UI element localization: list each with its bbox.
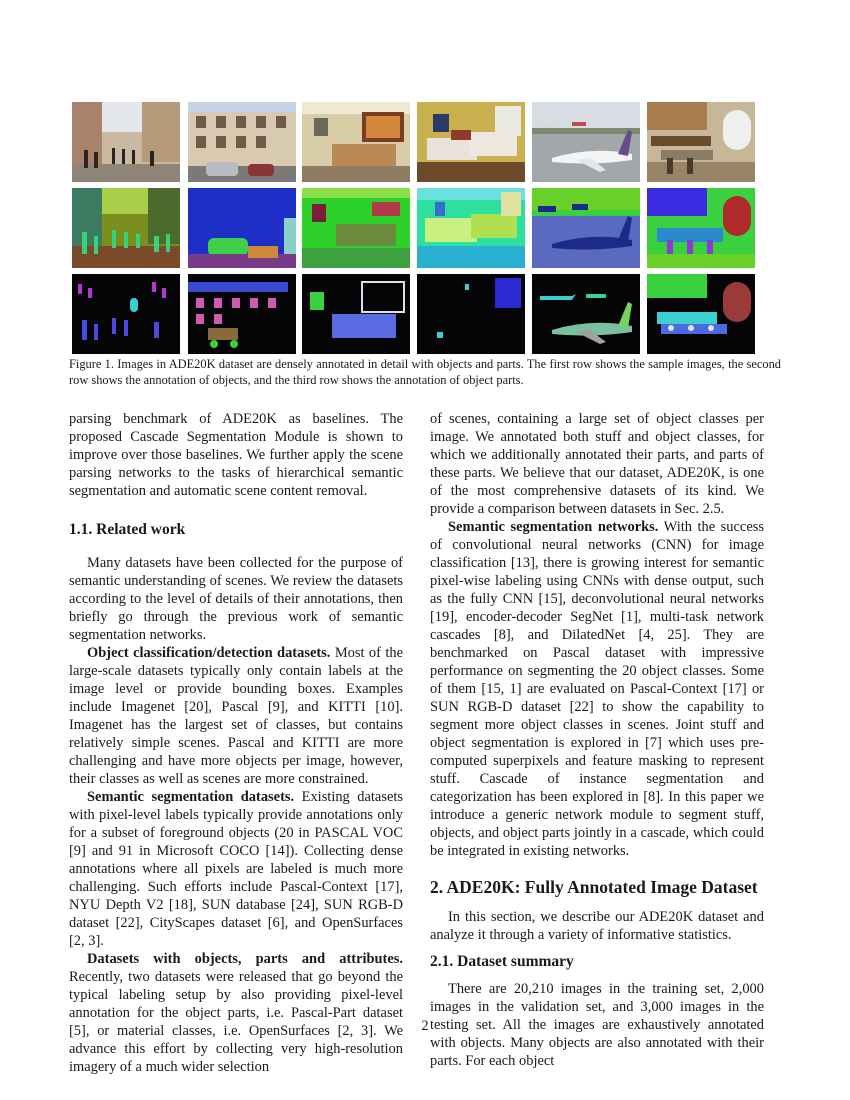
section-2-paragraph: In this section, we describe our ADE20K dataset and analyze it through a variety of informative statistics. [430, 909, 764, 943]
semantic-datasets-text: Existing datasets with pixel-level labels typically provide annotations only for a subset of foreground objects (20 in PASCAL VOC [9] and 91 in Microsoft COCO [14]). Collecting dense annotations where all pixels are labeled is much more challenging. Such efforts include Pascal-Context [17], NYU Depth V2 [18], SUN database [24], SUN RGB-D dataset [22], CityScapes dataset [6], and OpenSurfaces [2, 3]. [69, 789, 403, 949]
related-work-paragraph: Many datasets have been collected for the purpose of semantic understanding of scenes. We review the datasets according to the level of details of their annotations, then briefly go through the previous work of semantic segmentation networks. [69, 555, 403, 643]
photo-airport [532, 102, 640, 182]
parts-airport [532, 274, 640, 354]
photo-kitchen [647, 102, 755, 182]
parts-building-facade [188, 274, 296, 354]
figure-1-grid [72, 102, 762, 354]
parts-kitchen [647, 274, 755, 354]
semantic-datasets-lead: Semantic segmentation datasets. [87, 789, 295, 805]
semantic-datasets-paragraph [69, 788, 403, 950]
object-datasets-paragraph [69, 644, 403, 788]
photo-street [72, 102, 180, 182]
photo-building-facade [188, 102, 296, 182]
networks-paragraph [430, 518, 764, 860]
object-datasets-lead: Object classification/detection datasets. [87, 645, 331, 661]
objects-building-facade [188, 188, 296, 268]
photo-office-lobby [302, 102, 410, 182]
right-column [430, 410, 764, 1070]
page-number: 2 [421, 1018, 429, 1034]
objects-street [72, 188, 180, 268]
parts-bedroom [417, 274, 525, 354]
objects-airport [532, 188, 640, 268]
section-2-heading: 2. ADE20K: Fully Annotated Image Dataset [430, 877, 758, 897]
parts-datasets-text: Recently, two datasets were released that go beyond the typical labeling setup by also providing pixel-level annotation for the object parts, i.e. Pascal-Part dataset [5], or material classes, i.e. OpenSurfaces [2, 3]. We advance this effort by collecting very high-resolution imagery of a much wider selection [69, 969, 403, 1075]
related-work-heading: 1.1. Related work [69, 521, 186, 538]
object-datasets-text: Most of the large-scale datasets typically only contain labels at the image level or provide bounding boxes. Examples include Imagenet [20], Pascal [9], and KITTI [10]. Imagenet has the largest set of classes, but contains relatively simple scenes. Pascal and KITTI are more challenging and have more objects per image, however, their classes as well as scenes are more constrained. [69, 645, 404, 787]
dataset-summary-paragraph: There are 20,210 images in the training set, 2,000 images in the validation set, and 3,000 images in the testing set. All the images are exhaustively annotated with objects. Many objects are also annotated with their parts. For each object [430, 981, 764, 1069]
parts-office-lobby [302, 274, 410, 354]
intro-paragraph: parsing benchmark of ADE20K as baselines. The proposed Cascade Segmentation Module is shown to improve over those baselines. We further apply the scene parsing networks to the tasks of hierarchical semantic segmentation and automatic scene content removal. [69, 411, 403, 499]
left-column [69, 410, 403, 1076]
objects-bedroom [417, 188, 525, 268]
networks-lead: Semantic segmentation networks. [448, 519, 659, 535]
parts-datasets-lead: Datasets with objects, parts and attributes. [87, 951, 403, 967]
networks-text: With the success of convolutional neural networks (CNN) for image classification [13], there is growing interest for semantic pixel-wise labeling using CNNs with dense output, such as the fully CNN [15], deconvolutional neural networks [19], encoder-decoder SegNet [1], multi-task network cascades [8], and DilatedNet [4, 25]. They are benchmarked on Pascal dataset with impressive performance on segmenting the 20 object classes. Some of them [15, 1] are evaluated on Pascal-Context [17] or SUN RGB-D dataset [22] to show the capability to segment more object classes in scenes. Joint stuff and object segmentation is explored in [7] which uses pre-computed superpixels and feature masking to represent stuff. Cascade of instance segmentation and categorization has been explored in [8]. In this paper we introduce a generic network module to segment stuff, objects, and object parts jointly in a cascade, which could be integrated in existing networks. [430, 519, 764, 859]
objects-office-lobby [302, 188, 410, 268]
dataset-summary-heading: 2.1. Dataset summary [430, 953, 574, 970]
photo-bedroom [417, 102, 525, 182]
figure-caption: Figure 1. Images in ADE20K dataset are densely annotated in detail with objects and parts. The first row shows the sample images, the second row shows the annotation of objects, and the third row shows the annotation of object parts. [69, 357, 781, 387]
continuation-paragraph: of scenes, containing a large set of object classes per image. We annotated both stuff and object classes, for which we additionally annotated their parts, and parts of these parts. We believe that our dataset, ADE20K, is one of the most comprehensive datasets of its kind. We provide a comparison between datasets in Sec. 2.5. [430, 411, 764, 517]
objects-kitchen [647, 188, 755, 268]
parts-street [72, 274, 180, 354]
parts-datasets-paragraph [69, 950, 403, 1076]
